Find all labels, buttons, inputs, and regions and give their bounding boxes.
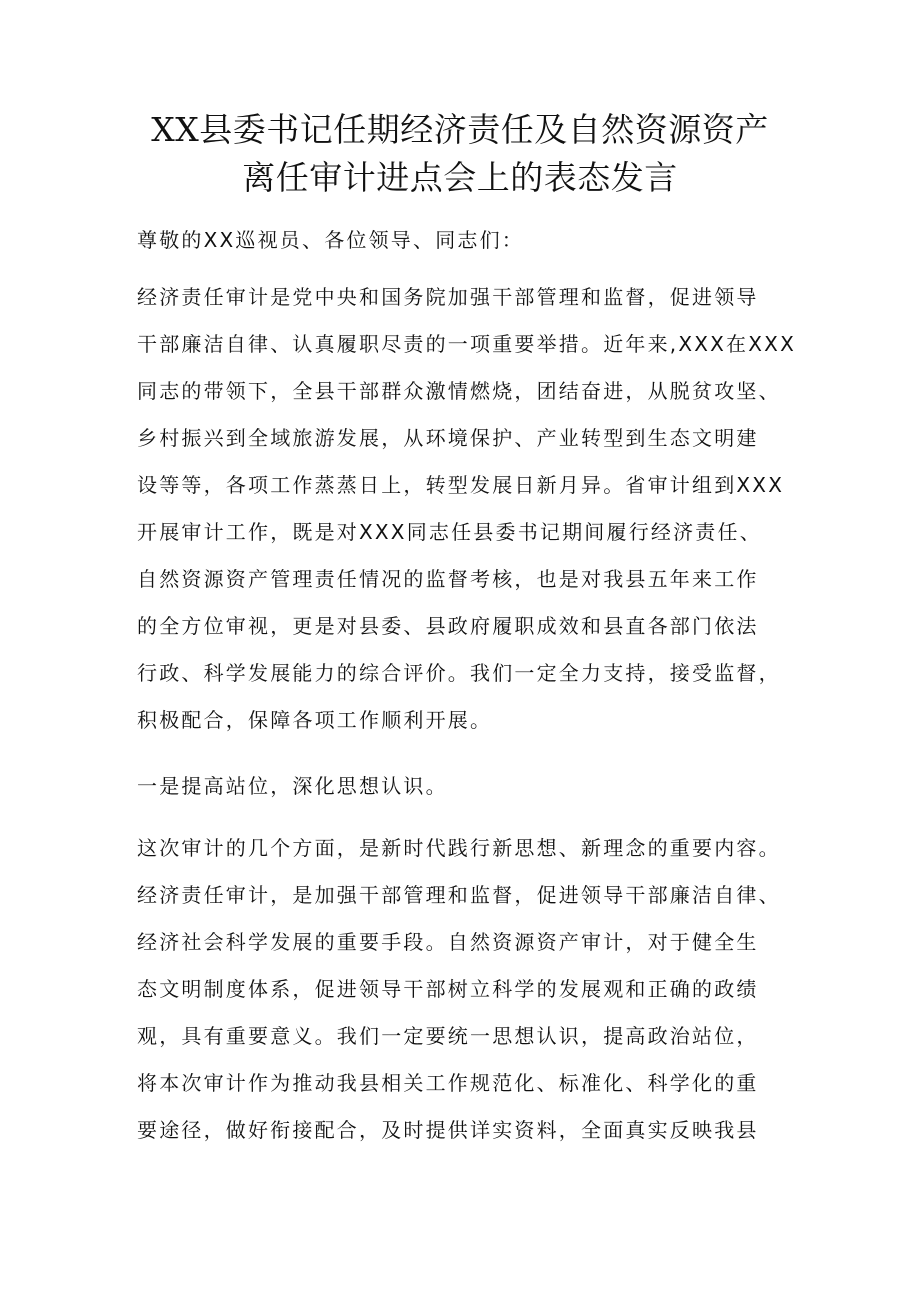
- paragraph-2-line: 经济责任审计，是加强干部管理和监督，促进领导干部廉洁自律、: [137, 883, 781, 907]
- paragraph-2-line: 态文明制度体系，促进领导干部树立科学的发展观和正确的政绩: [137, 977, 759, 1001]
- document-title-line-2: 离任审计进点会上的表态发言: [242, 158, 678, 197]
- paragraph-2-line: 经济社会科学发展的重要手段。自然资源资产审计，对于健全生: [137, 930, 759, 954]
- paragraph-2-line: 要途径，做好衔接配合，及时提供详实资料，全面真实反映我县: [137, 1118, 759, 1142]
- paragraph-1-line: 干部廉洁自律、认真履职尽责的一项重要举措。近年来,XXX在XXX: [137, 332, 796, 356]
- paragraph-1-line: 同志的带领下，全县干部群众激情燃烧，团结奋进，从脱贫攻坚、: [137, 379, 781, 403]
- paragraph-1-line: 行政、科学发展能力的综合评价。我们一定全力支持，接受监督，: [137, 661, 781, 685]
- paragraph-1-line: 开展审计工作，既是对XXX同志任县委书记期间履行经济责任、: [137, 520, 762, 544]
- paragraph-1-line: 积极配合，保障各项工作顺利开展。: [137, 708, 493, 732]
- paragraph-2-line: 观，具有重要意义。我们一定要统一思想认识，提高政治站位，: [137, 1024, 759, 1048]
- paragraph-1-line: 经济责任审计是党中央和国务院加强干部管理和监督，促进领导: [137, 285, 759, 309]
- paragraph-1-line: 自然资源资产管理责任情况的监督考核，也是对我县五年来工作: [137, 567, 759, 591]
- paragraph-2-line: 将本次审计作为推动我县相关工作规范化、标准化、科学化的重: [137, 1071, 759, 1095]
- paragraph-1-line: 乡村振兴到全域旅游发展，从环境保护、产业转型到生态文明建: [137, 426, 759, 450]
- salutation: 尊敬的XX巡视员、各位领导、同志们：: [137, 228, 525, 252]
- document-title-line-1: XX县委书记任期经济责任及自然资源资产: [151, 110, 769, 149]
- paragraph-1-line: 的全方位审视，更是对县委、县政府履职成效和县直各部门依法: [137, 614, 759, 638]
- section-heading-1: 一是提高站位，深化思想认识。: [137, 774, 448, 798]
- paragraph-2-line: 这次审计的几个方面，是新时代践行新思想、新理念的重要内容。: [137, 836, 781, 860]
- paragraph-1-line: 设等等，各项工作蒸蒸日上，转型发展日新月异。省审计组到XXX: [137, 473, 785, 497]
